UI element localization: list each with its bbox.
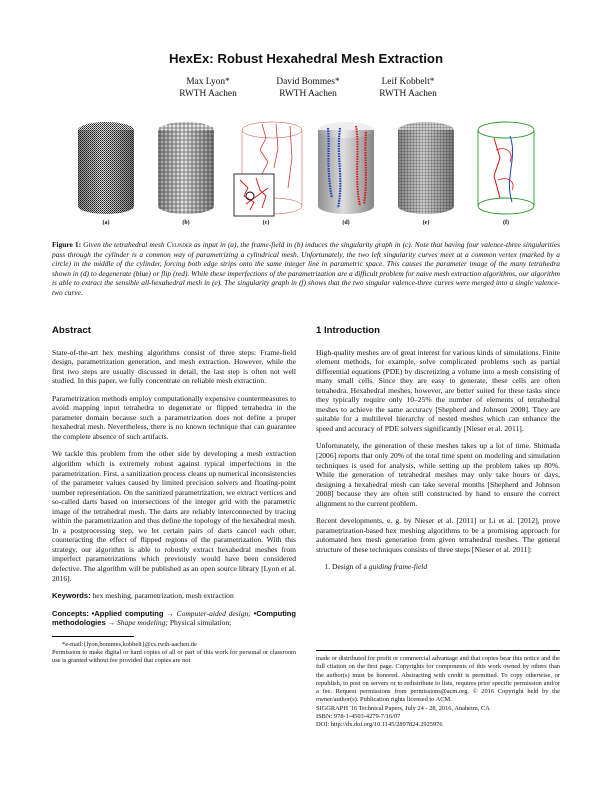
author-affiliation: RWTH Aachen (379, 89, 437, 99)
panel-c-singularity-graph (226, 118, 306, 218)
abstract-heading: Abstract (52, 325, 91, 336)
permission-start: Permission to make digital or hard copies of all or part of this work for personal or classroom use is granted without fee provided that copies are not (52, 648, 296, 665)
label-d: (d) (342, 220, 350, 226)
caption-smallcaps: Cylinder (166, 240, 192, 249)
abstract-p1: State-of-the-art hex meshing algorithms consist of three steps: Frame-field design, parametrization generation, and mesh extraction. However, while the first two steps are usually discussed in detail, the last step is often not well studied. In this paper, we fully concentrate on reliable mesh extraction. (52, 347, 296, 386)
list-item-italic: guiding frame-field (368, 562, 428, 572)
intro-heading: 1 Introduction (316, 325, 380, 336)
panel-f-singularity-graph (466, 118, 546, 218)
caption-body: as input in (a), the frame-field in (b) induces the singularity graph in (c). Note that having four valence-three singularities pass through the cylinder is a common way of parametrizing a cylindrical mesh. Unfortunately, the two left singularity curves meet at a common vertex (marked by a circle) in the middle of the cylinder, forcing both edge strips onto the same integer line in parametric space. This causes the parameter image of the many tetrahedra shown in (d) to degenerate (blue) or flip (red). While these imperfections of the parametrization are a difficult problem for naive mesh extraction algorithms, our algorithm is able to extract the sensible all-hexahedral mesh in (e). The singularity graph in (f) shows that the two singular valence-three curves were merged into a single valence-two curve. (52, 240, 560, 297)
isbn: ISBN: 978-1-4503-4279-7/16/07 (316, 713, 401, 721)
author-name: David Bommes* (276, 77, 340, 87)
label-e: (e) (422, 220, 430, 226)
permission-rule (316, 650, 560, 651)
label-a: (a) (102, 220, 110, 226)
intro-column (316, 326, 560, 572)
concepts-a: •Applied computing (91, 608, 164, 618)
author-name: Max Lyon* (186, 77, 230, 87)
concepts (52, 609, 296, 628)
concepts-a-arrow: → (163, 608, 177, 618)
author-name: Leif Kobbelt* (381, 77, 435, 87)
concepts-a-detail: Computer-aided design; (176, 608, 251, 618)
figure-caption (52, 240, 560, 298)
steps-list (316, 562, 560, 572)
author-3 (348, 76, 468, 100)
abstract-p2: Parametrization methods employ computationally expensive countermeasures to avoid mapping input tetrahedra to degenerate or flipped tetrahedra in the parameter domain because such a parametrization does not define a proper hexahedral mesh. Nevertheless, there is no known technique that can guarantee the complete absence of such artifacts. (52, 393, 296, 441)
label-c: (c) (262, 220, 270, 226)
keywords-label: Keywords: (52, 591, 91, 601)
list-item (332, 562, 560, 572)
permission-block (316, 655, 560, 730)
label-f: (f) (503, 220, 509, 226)
label-b: (b) (182, 220, 190, 226)
concepts-b-detail: Shape modeling; (117, 618, 168, 628)
intro-p1: High-quality meshes are of great interest for various kinds of simulations. Finite element methods, for example, solve complicated problems such as partial differential equations (PDE) by discretizing a volume into a mesh consisting of many small cells. Since they are easy to generate, these cells are often tetrahedra. Hexahedral meshes, however, are better suited for these tasks since they typically require only 10–25% the number of elements of tetrahedral meshes to achieve the same accuracy [Shepherd and Johnson 2008]. They are suitable for a multilevel hierarchy of nested meshes which can enhance the speed and accuracy of PDE solvers significantly [Nieser et al. 2011]. (316, 347, 560, 433)
author-affiliation: RWTH Aachen (279, 89, 337, 99)
permission-text: made or distributed for profit or commercial advantage and that copies bear this notice and the full citation on the first page. Copyrights for components of this work owned by others than the author(s) must be honored. Abstracting with credit is permitted. To copy otherwise, or republish, to post on servers or to redistribute to lists, requires prior specific permission and/or a fee. Request permissions from permissions@acm.org. © 2016 Copyright held by the owner/author(s). Publication rights licensed to ACM. (316, 655, 560, 704)
footnote-rule (52, 636, 134, 637)
figure-1 (52, 118, 560, 230)
panel-e-hex-mesh (386, 118, 466, 218)
abstract-column (52, 326, 296, 665)
paper-title: HexEx: Robust Hexahedral Mesh Extraction (168, 51, 444, 66)
list-item-text: Design of a (332, 562, 369, 572)
author-affiliation: RWTH Aachen (179, 89, 237, 99)
concepts-b-tail: Physical simulation; (167, 618, 232, 628)
concepts-b-arrow: → (105, 618, 117, 628)
intro-p2: Unfortunately, the generation of these meshes takes up a lot of time. Shimada [2006] reports that only 20% of the total time spent on modeling and simulation techniques is used for analysis, while setting up the problem takes up 80%. While the generation of tetrahedral meshes may only take hours or days, designing a hexahedral mesh can take several months [Shepherd and Johnson 2008] because they are often still constructed by hand to ensure the correct alignment to the current problem. (316, 441, 560, 508)
keywords (52, 591, 296, 601)
concepts-b: •Computing methodologies (52, 608, 297, 628)
abstract-p3: We tackle this problem from the other side by developing a mesh extraction algorithm which is extremely robust against typical imperfections in the parametrization. First, a sanitization process cleans up numerical inconsistencies of the parameter values caused by limited precision solvers and floating-point number representation. On the sanitized parametrization, we extract vertices and so-called darts based on intersections of the integer grid with the parametric image of the tetrahedral mesh. The darts are reliably interconnected by tracing within the parametrization and thus define the topology of the hexahedral mesh. In a postprocessing step, we let certain pairs of darts cancel each other, counteracting the effect of flipped regions of the parametrization. With this strategy, our algorithm is able to robustly extract hexahedral meshes from imperfect parametrizations which previously would have been considered defective. The algorithm will be published as an open source library [Lyon et al. 2016]. (52, 449, 296, 583)
venue: SIGGRAPH '16 Technical Papers, July 24 - 28, 2016, Anaheim, CA (316, 704, 490, 712)
concepts-label: Concepts: (52, 608, 89, 618)
doi: DOI: http://dx.doi.org/10.1145/2897824.2925976 (316, 721, 443, 729)
caption-head: Figure 1: (52, 240, 82, 249)
email-footnote: *e-mail:{lyon,bommes,kobbelt}@cs.rwth-aachen.de (62, 640, 197, 648)
panel-b-frame-field (146, 118, 226, 218)
panel-a-tet-mesh (66, 118, 146, 218)
panel-d-flipped-tets (306, 118, 386, 218)
caption-pre: Given the tetrahedral mesh (83, 240, 167, 249)
intro-p3: Recent developments, e. g. by Nieser et al. [2011] or Li et al. [2012], prove parametrization-based hex meshing algorithms to be a promising approach for automated hex mesh generation from given tetrahedral meshes. The general structure of these techniques consists of three steps [Nieser et al. 2011]: (316, 516, 560, 554)
keywords-text: hex meshing, parametrization, mesh extraction (92, 591, 234, 601)
